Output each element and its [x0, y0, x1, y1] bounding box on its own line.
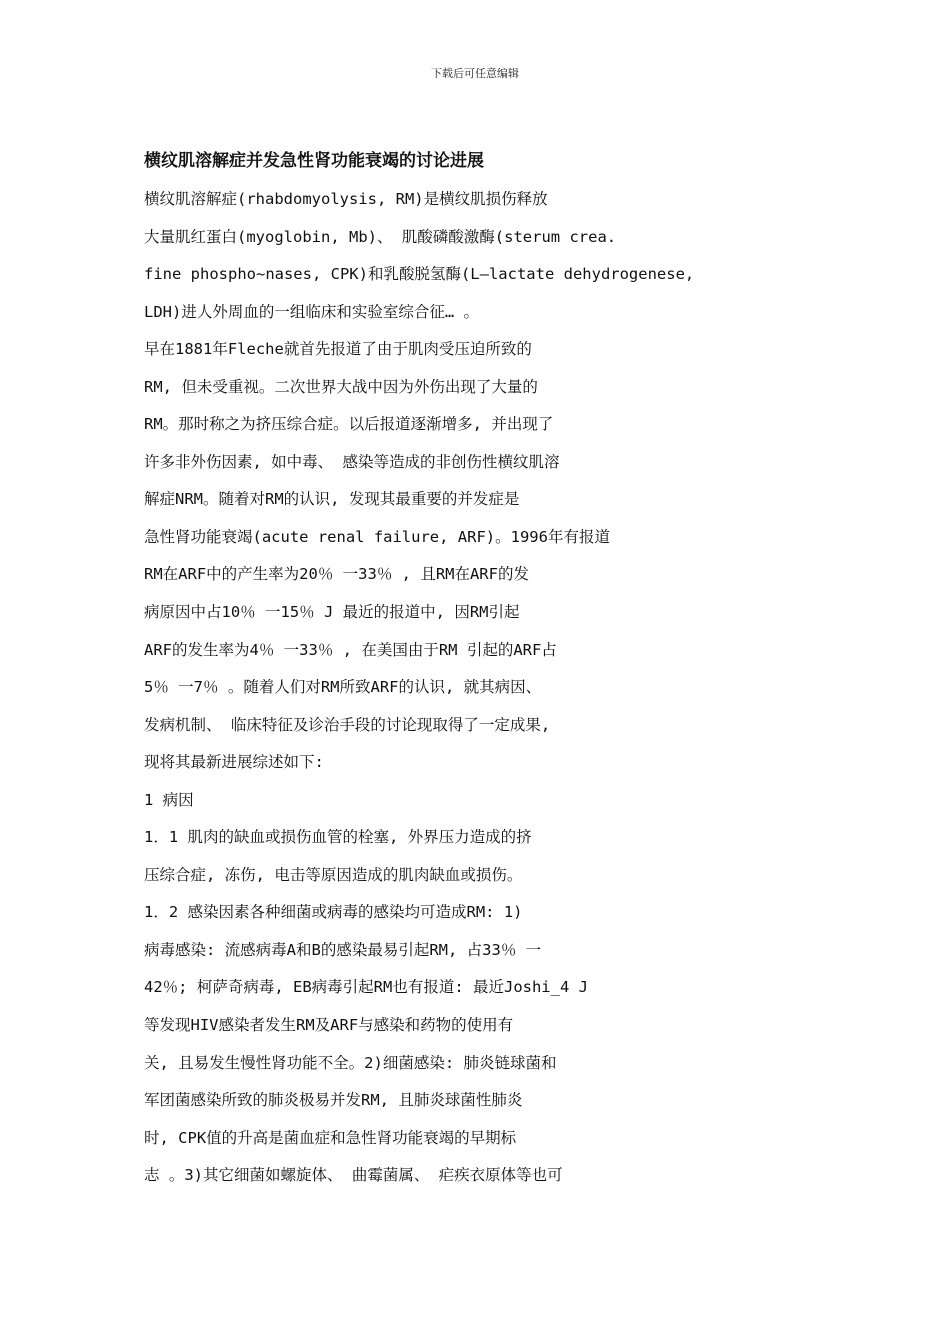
body-line: 早在1881年Fleche就首先报道了由于肌肉受压迫所致的 [144, 340, 532, 359]
body-line: 关, 且易发生慢性肾功能不全。2)细菌感染: 肺炎链球菌和 [144, 1053, 557, 1072]
body-line: 志 。3)其它细菌如螺旋体、 曲霉菌属、 疟疾衣原体等也可 [144, 1166, 563, 1185]
body-line: 1．2 感染因素各种细菌或病毒的感染均可造成RM: 1) [144, 903, 523, 922]
body-line: 解症NRM。随着对RM的认识, 发现其最重要的并发症是 [144, 490, 520, 509]
section-heading: 1 病因 [144, 790, 194, 809]
body-line: 大量肌红蛋白(myoglobin, Mb)、 肌酸磷酸激酶(sterum crea. [144, 227, 617, 246]
body-line: fine phospho~nases, CPK)和乳酸脱氢酶(L—lactate dehydrogenese, [144, 265, 695, 284]
body-line: 1．1 肌肉的缺血或损伤血管的栓塞, 外界压力造成的挤 [144, 828, 532, 847]
article-title: 横纹肌溶解症并发急性肾功能衰竭的讨论进展 [144, 151, 484, 171]
body-line: 发病机制、 临床特征及诊治手段的讨论现取得了一定成果, [144, 715, 551, 734]
body-line: RM, 但未受重视。二次世界大战中因为外伤出现了大量的 [144, 377, 538, 396]
article-body [144, 185, 844, 1199]
body-line: 现将其最新进展综述如下: [144, 753, 324, 772]
body-line: RM。那时称之为挤压综合症。以后报道逐渐增多, 并出现了 [144, 415, 554, 434]
body-line: 等发现HIV感染者发生RM及ARF与感染和药物的使用有 [144, 1016, 514, 1035]
body-line: 病原因中占10％ 一15％ J 最近的报道中, 因RM引起 [144, 603, 520, 622]
body-line: 压综合症, 冻伤, 电击等原因造成的肌肉缺血或损伤。 [144, 865, 523, 884]
body-line: 急性肾功能衰竭(acute renal failure, ARF)。1996年有报道 [144, 527, 610, 546]
body-line: RM在ARF中的产生率为20％ 一33％ , 且RM在ARF的发 [144, 565, 529, 584]
body-line: 时, CPK值的升高是菌血症和急性肾功能衰竭的早期标 [144, 1128, 517, 1147]
body-line: 5％ 一7％ 。随着人们对RM所致ARF的认识, 就其病因、 [144, 678, 542, 697]
body-line: 42％; 柯萨奇病毒, EB病毒引起RM也有报道: 最近Joshi_4 J [144, 978, 588, 997]
body-line: LDH)进人外周血的一组临床和实验室综合征… 。 [144, 302, 479, 321]
body-line: 病毒感染: 流感病毒A和B的感染最易引起RM, 占33％ 一 [144, 940, 542, 959]
body-line: 军团菌感染所致的肺炎极易并发RM, 且肺炎球菌性肺炎 [144, 1091, 523, 1110]
body-line: 许多非外伤因素, 如中毒、 感染等造成的非创伤性横纹肌溶 [144, 452, 560, 471]
body-line: 横纹肌溶解症(rhabdomyolysis, RM)是横纹肌损伤释放 [144, 190, 548, 208]
body-line: ARF的发生率为4％ 一33％ , 在美国由于RM 引起的ARF占 [144, 640, 557, 659]
header-note: 下载后可任意编辑 [431, 67, 519, 80]
